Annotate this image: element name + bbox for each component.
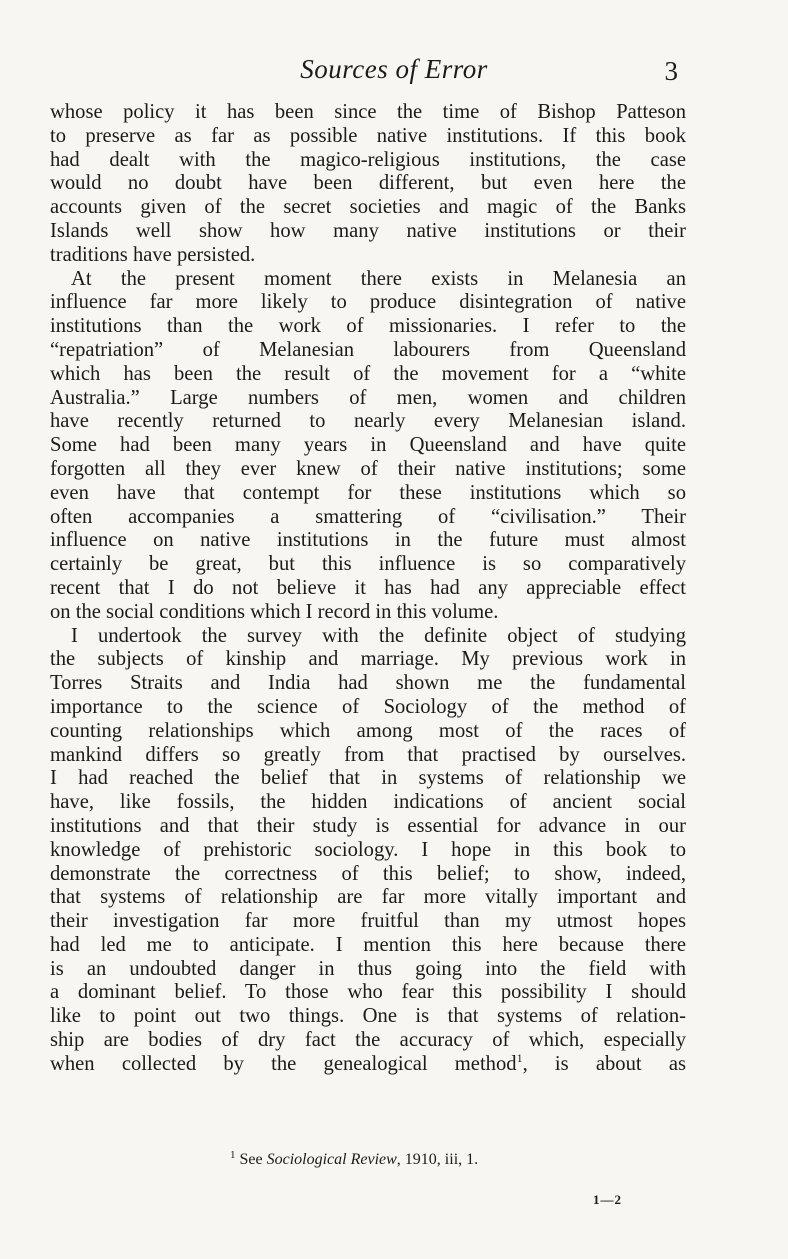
footnote-see: See — [239, 1151, 263, 1168]
text-line: certainly be great, but this influence is so comparatively — [50, 553, 686, 576]
signature-mark: 1—2 — [593, 1192, 622, 1207]
text-line: “repatriation” of Melanesian labourers from Queensland — [50, 338, 686, 361]
text-line: institutions and that their study is essential for advance in our — [50, 814, 686, 837]
text-line: which has been the result of the movement for a “white — [50, 362, 686, 385]
footnote-reference[interactable]: 1 — [516, 1051, 523, 1066]
text-line: influence on native institutions in the future must almost — [50, 529, 686, 552]
page-number: 3 — [664, 56, 678, 86]
text-line: Australia.” Large numbers of men, women and children — [50, 386, 686, 409]
text-line: influence far more likely to produce disintegration of native — [50, 291, 686, 314]
footnote-citation: , 1910, iii, 1. — [396, 1151, 479, 1168]
running-title: Sources of Error — [300, 54, 488, 84]
text-line: demonstrate the correctness of this belief; to show, indeed, — [50, 862, 686, 885]
text-line: forgotten all they ever knew of their native institutions; some — [50, 457, 686, 480]
text-line: the subjects of kinship and marriage. My previous work in — [50, 648, 686, 671]
text-line: Torres Straits and India had shown me the fundamental — [50, 672, 686, 695]
footnote — [230, 1148, 479, 1169]
running-head — [0, 54, 788, 94]
text-line: often accompanies a smattering of “civilisation.” Their — [50, 505, 686, 528]
text-line: Islands well show how many native institutions or their — [50, 219, 686, 242]
text-line: would no doubt have been different, but even here the — [50, 172, 686, 195]
text-line: accounts given of the secret societies and magic of the Banks — [50, 196, 686, 219]
text-line: counting relationships which among most of the races of — [50, 719, 686, 742]
text-line: a dominant belief. To those who fear this possibility I should — [50, 981, 686, 1004]
paragraph-start: At the present moment there exists in Melanesia an — [71, 267, 686, 290]
text-line: had dealt with the magico-religious institutions, the case — [50, 148, 686, 171]
text-line: institutions than the work of missionaries. I refer to the — [50, 315, 686, 338]
text-line-part: , is about as — [522, 1052, 686, 1075]
text-line: even have that contempt for these institutions which so — [50, 481, 686, 504]
text-line: is an undoubted danger in thus going into the field with — [50, 957, 686, 980]
body-text — [50, 101, 686, 1077]
text-line: their investigation far more fruitful than my utmost hopes — [50, 910, 686, 933]
text-line: whose policy it has been since the time of Bishop Patteson — [50, 101, 686, 123]
text-line: that systems of relationship are far more vitally important and — [50, 886, 686, 909]
text-line: knowledge of prehistoric sociology. I hope in this book to — [50, 838, 686, 861]
text-line: had led me to anticipate. I mention this here because there — [50, 933, 686, 956]
text-line: to preserve as far as possible native institutions. If this book — [50, 124, 686, 147]
text-line: like to point out two things. One is that systems of relation- — [50, 1005, 686, 1028]
text-line: I had reached the belief that in systems of relationship we — [50, 767, 686, 790]
text-line: mankind differs so greatly from that practised by ourselves. — [50, 743, 686, 766]
text-line — [50, 1053, 686, 1077]
footnote-marker: 1 — [230, 1148, 236, 1161]
text-line-part: when collected by the genealogical method — [50, 1052, 517, 1075]
paragraph-start: I undertook the survey with the definite object of studying — [71, 624, 686, 647]
text-line: have recently returned to nearly every Melanesian island. — [50, 410, 686, 433]
text-line: recent that I do not believe it has had any appreciable effect — [50, 576, 686, 599]
text-line: importance to the science of Sociology of the method of — [50, 695, 686, 718]
text-line: Some had been many years in Queensland and have quite — [50, 434, 686, 457]
text-line: traditions have persisted. — [50, 243, 256, 266]
footnote-journal: Sociological Review — [266, 1151, 397, 1168]
text-line: on the social conditions which I record in this volume. — [50, 600, 499, 623]
text-line: have, like fossils, the hidden indications of ancient social — [50, 791, 686, 814]
text-line: ship are bodies of dry fact the accuracy of which, especially — [50, 1029, 686, 1052]
